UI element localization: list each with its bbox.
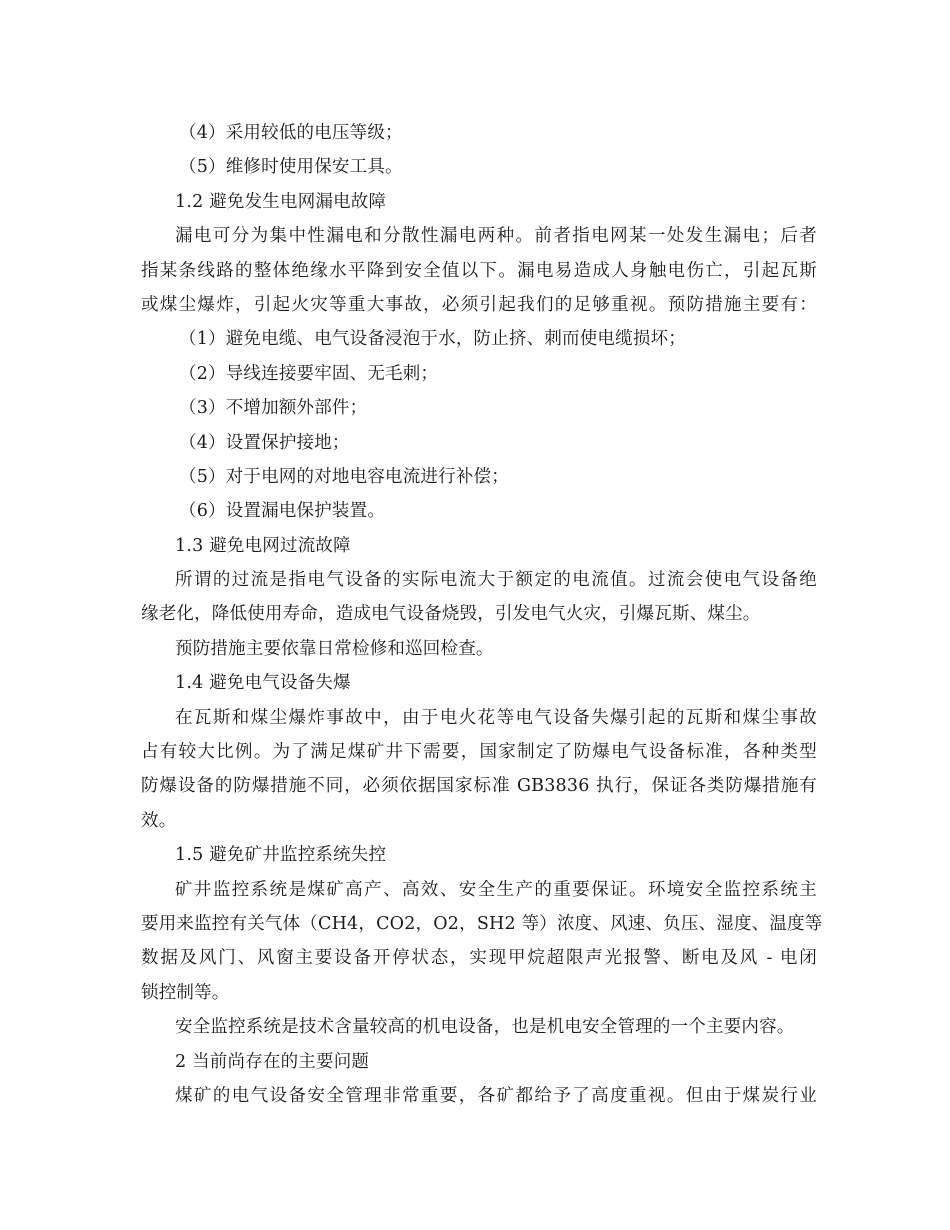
list-item: （3）不增加额外部件； [179,398,368,419]
paragraph-line: 预防措施主要依靠日常检修和巡回检查。 [175,638,494,659]
paragraph-line: 要用来监控有关气体（CH4，CO2，O2，SH2 等）浓度、风速、负压、湿度、温度等 [141,913,823,934]
paragraph-line: 或煤尘爆炸，引起火灾等重大事故，必须引起我们的足够重视。预防措施主要有： [141,294,817,315]
paragraph-line: 占有较大比例。为了满足煤矿井下需要，国家制定了防爆电气设备标准，各种类型 [141,742,817,763]
paragraph-line: 矿井监控系统是煤矿高产、高效、安全生产的重要保证。环境安全监控系统主 [175,879,817,900]
document-body [141,116,821,1113]
list-item: （5）对于电网的对地电容电流进行补偿； [179,466,509,487]
section-heading: 1.3 避免电网过流故障 [175,535,351,556]
list-item: （6）设置漏电保护装置。 [179,501,386,522]
list-item: （4）设置保护接地； [179,432,350,453]
paragraph-line: 在瓦斯和煤尘爆炸事故中，由于电火花等电气设备失爆引起的瓦斯和煤尘事故 [175,707,817,728]
list-item: （4）采用较低的电压等级； [179,123,403,143]
paragraph-line: 缘老化，降低使用寿命，造成电气设备烧毁，引发电气火灾，引爆瓦斯、煤尘。 [141,604,761,625]
section-heading: 1.2 避免发生电网漏电故障 [175,191,387,212]
section-heading: 1.5 避免矿井监控系统失控 [175,845,387,866]
paragraph-line: 指某条线路的整体绝缘水平降到安全值以下。漏电易造成人身触电伤亡，引起瓦斯 [141,260,817,281]
paragraph-line: 所谓的过流是指电气设备的实际电流大于额定的电流值。过流会使电气设备绝 [175,570,817,591]
section-heading: 1.4 避免电气设备失爆 [175,673,351,694]
list-item: （1）避免电缆、电气设备浸泡于水，防止挤、刺而使电缆损坏； [179,329,686,350]
list-item: （5）维修时使用保安工具。 [179,157,403,178]
list-item: （2）导线连接要牢固、无毛刺； [179,363,439,384]
section-heading: 2 当前尚存在的主要问题 [175,1051,370,1072]
paragraph-line: 数据及风门、风窗主要设备开停状态，实现甲烷超限声光报警、断电及风 - 电闭 [141,948,817,969]
paragraph-line: 锁控制等。 [141,982,230,1003]
paragraph-line: 安全监控系统是技术含量较高的机电设备，也是机电安全管理的一个主要内容。 [175,1017,795,1038]
paragraph-line: 防爆设备的防爆措施不同，必须依据国家标准 GB3836 执行，保证各类防爆措施有 [141,776,817,797]
paragraph-line: 煤矿的电气设备安全管理非常重要，各矿都给予了高度重视。但由于煤炭行业 [175,1085,817,1106]
paragraph-line: 漏电可分为集中性漏电和分散性漏电两种。前者指电网某一处发生漏电；后者 [175,226,817,247]
paragraph-line: 效。 [141,810,177,831]
